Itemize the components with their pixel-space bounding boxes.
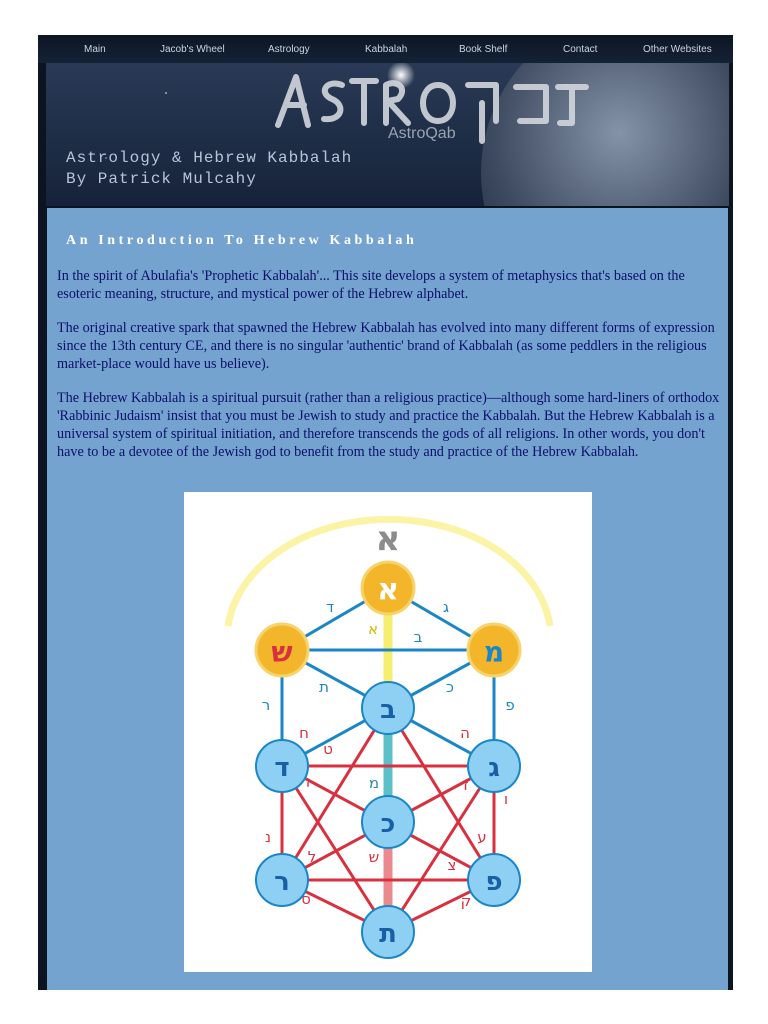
main-content	[47, 208, 728, 990]
path-letter-yod: י	[306, 776, 310, 794]
nav-main[interactable]: Main	[84, 44, 106, 55]
path-letter-pe-right: פ	[505, 696, 515, 714]
svg-text:ד: ד	[274, 753, 290, 783]
nav-other-websites[interactable]: Other Websites	[643, 44, 712, 55]
node-tav	[362, 906, 414, 958]
path-letter-he: ה	[460, 724, 470, 742]
path-letter-aleph: א	[367, 620, 379, 638]
top-aleph-label: א	[375, 519, 401, 559]
nav-book-shelf[interactable]: Book Shelf	[459, 44, 508, 55]
header-banner	[46, 63, 729, 206]
nav-contact[interactable]: Contact	[563, 44, 598, 55]
node-kaf	[362, 796, 414, 848]
path-letter-tsadi: צ	[447, 856, 457, 874]
path-letter-resh-left: ר	[261, 696, 271, 714]
path-letter-ayin: ע	[477, 828, 487, 846]
svg-text:מ: מ	[483, 635, 505, 669]
path-letter-zayin: ז	[463, 776, 469, 794]
banner-title: Astrology & Hebrew Kabbalah	[66, 149, 353, 167]
path-letter-shin-center: ש	[368, 848, 380, 866]
path-letter-tet: ט	[323, 740, 333, 758]
page-frame	[38, 35, 733, 990]
path-letter-mem-center: מ	[368, 774, 380, 792]
path-letter-vav: ו	[503, 790, 509, 808]
top-navigation	[38, 35, 733, 63]
node-gimel	[468, 740, 520, 792]
svg-text:א: א	[377, 572, 399, 608]
node-bet	[362, 682, 414, 734]
node-pe	[468, 854, 520, 906]
path-letter-dalet-top: ד	[325, 598, 335, 616]
logo-wordmark: AstroQab	[388, 125, 456, 142]
page-heading: An Introduction To Hebrew Kabbalah	[66, 233, 418, 248]
node-mem	[468, 624, 520, 676]
kabbalah-diagram	[184, 492, 592, 972]
kabbalah-diagram-svg	[184, 492, 592, 972]
svg-text:ש: ש	[271, 635, 293, 669]
path-letter-gimel-top: ג	[442, 598, 450, 616]
svg-text:פ: פ	[485, 867, 503, 897]
svg-text:ת: ת	[379, 919, 397, 949]
intro-paragraph-1: In the spirit of Abulafia's 'Prophetic Kabbalah'... This site develops a system of metaphysics that's based on the esoteric meaning, structure, and mystical power of the Hebrew alphabet.	[57, 268, 685, 302]
path-letter-nun: נ	[264, 828, 272, 846]
path-letter-tav-left: ת	[319, 678, 329, 696]
svg-text:ב: ב	[380, 695, 396, 725]
node-aleph	[362, 562, 414, 614]
nav-jacobs-wheel[interactable]: Jacob's Wheel	[160, 44, 225, 55]
node-shin	[256, 624, 308, 676]
path-letter-kaf-right: כ	[446, 678, 454, 696]
svg-text:ר: ר	[274, 867, 290, 897]
path-letter-samekh: ס	[301, 890, 311, 908]
intro-paragraph-2: The original creative spark that spawned the Hebrew Kabbalah has evolved into many different forms of expression since the 13th century CE, and there is no singular 'authentic' brand of Kabbalah (as some peddlers in the religious market-place would have us believe).	[57, 320, 715, 372]
nav-kabbalah[interactable]: Kabbalah	[365, 44, 408, 55]
path-letter-bet: ב	[413, 628, 423, 646]
path-letter-qof: ק	[460, 892, 472, 910]
path-letter-lamed: ל	[307, 848, 317, 866]
path-letter-het: ח	[299, 724, 309, 742]
svg-text:ג: ג	[488, 753, 500, 783]
node-resh	[256, 854, 308, 906]
svg-text:כ: כ	[380, 809, 396, 839]
intro-paragraph-3: The Hebrew Kabbalah is a spiritual pursuit (rather than a religious practice)—although some hard-liners of orthodox 'Rabbinic Judaism' insist that you must be Jewish to study and practice the Kabbalah. But the Hebrew Kabbalah is a universal system of spiritual initiation, and therefore transcends the gods of all religions. In other words, you don't have to be a devotee of the Jewish god to benefit from the study and practice of the Hebrew Kabbalah.	[57, 390, 720, 460]
node-dalet	[256, 740, 308, 792]
banner-author: By Patrick Mulcahy	[66, 170, 257, 188]
nav-astrology[interactable]: Astrology	[268, 44, 310, 55]
